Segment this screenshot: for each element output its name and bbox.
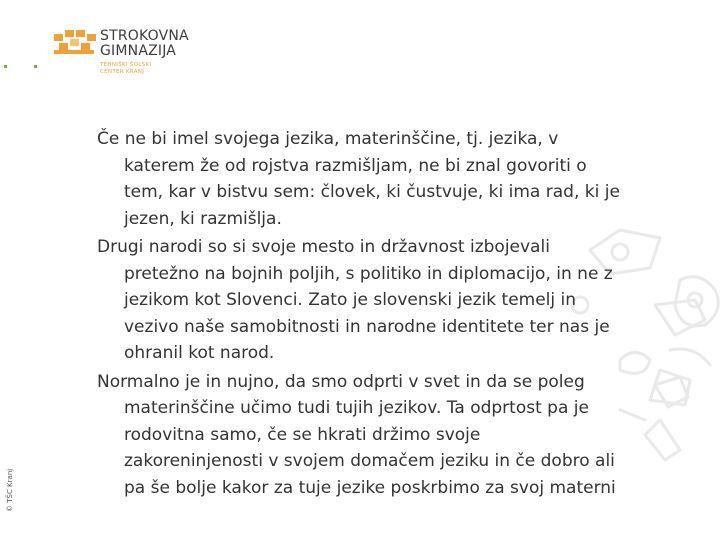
logo-text-line2: GIMNAZIJA bbox=[100, 43, 177, 59]
paragraph-line: jezikom kot Slovenci. Zato je slovenski jezik temelj in bbox=[124, 290, 577, 310]
paragraph-line: pretežno na bojnih poljih, s politiko in diplomacijo, in ne z bbox=[124, 263, 613, 284]
copyright-label: © TŠC Kranj bbox=[6, 468, 14, 512]
paragraph-line: katerem že od rojstva razmišljam, ne bi znal govoriti o bbox=[124, 155, 587, 176]
paragraph-line: pa še bolje kakor za tuje jezike poskrbimo za svoj materni bbox=[124, 477, 616, 498]
logo-mark-icon bbox=[52, 28, 98, 58]
paragraph-line: zakoreninjenosti v svojem domačem jeziku in če dobro ali bbox=[124, 451, 615, 471]
paragraph-line: materinščine učimo tudi tujih jezikov. Ta odprtost pa je bbox=[124, 398, 589, 418]
paragraph-line: vezivo naše samobitnosti in narodne identitete ter nas je bbox=[124, 316, 610, 337]
paragraph-line: ohranil kot narod. bbox=[124, 343, 275, 363]
logo-text-line1: STROKOVNA bbox=[100, 28, 189, 44]
paragraph-2 bbox=[97, 234, 697, 367]
paragraph-line: Normalno je in nujno, da smo odprti v svet in da se poleg bbox=[97, 371, 585, 392]
paragraph-line: Če ne bi imel svojega jezika, materinščine, tj. jezika, v bbox=[97, 129, 559, 149]
paragraph-line: tem, kar v bistvu sem: človek, ki čustvuje, ki ima rad, ki je bbox=[124, 182, 620, 202]
logo-text-line4: CENTER KRANJ bbox=[100, 69, 145, 75]
decorative-dots-icon bbox=[4, 62, 44, 72]
main-text bbox=[97, 126, 697, 503]
school-logo bbox=[50, 26, 210, 82]
paragraph-1 bbox=[97, 126, 697, 232]
paragraph-line: rodovitna samo, če se hkrati držimo svoje bbox=[124, 424, 481, 445]
paragraph-line: Drugi narodi so si svoje mesto in državnost izbojevali bbox=[97, 237, 550, 257]
paragraph-line: jezen, ki razmišlja. bbox=[124, 208, 282, 229]
logo-text-line3: TEHNIŠKI ŠOLSKI bbox=[100, 62, 152, 68]
paragraph-3 bbox=[97, 369, 697, 502]
